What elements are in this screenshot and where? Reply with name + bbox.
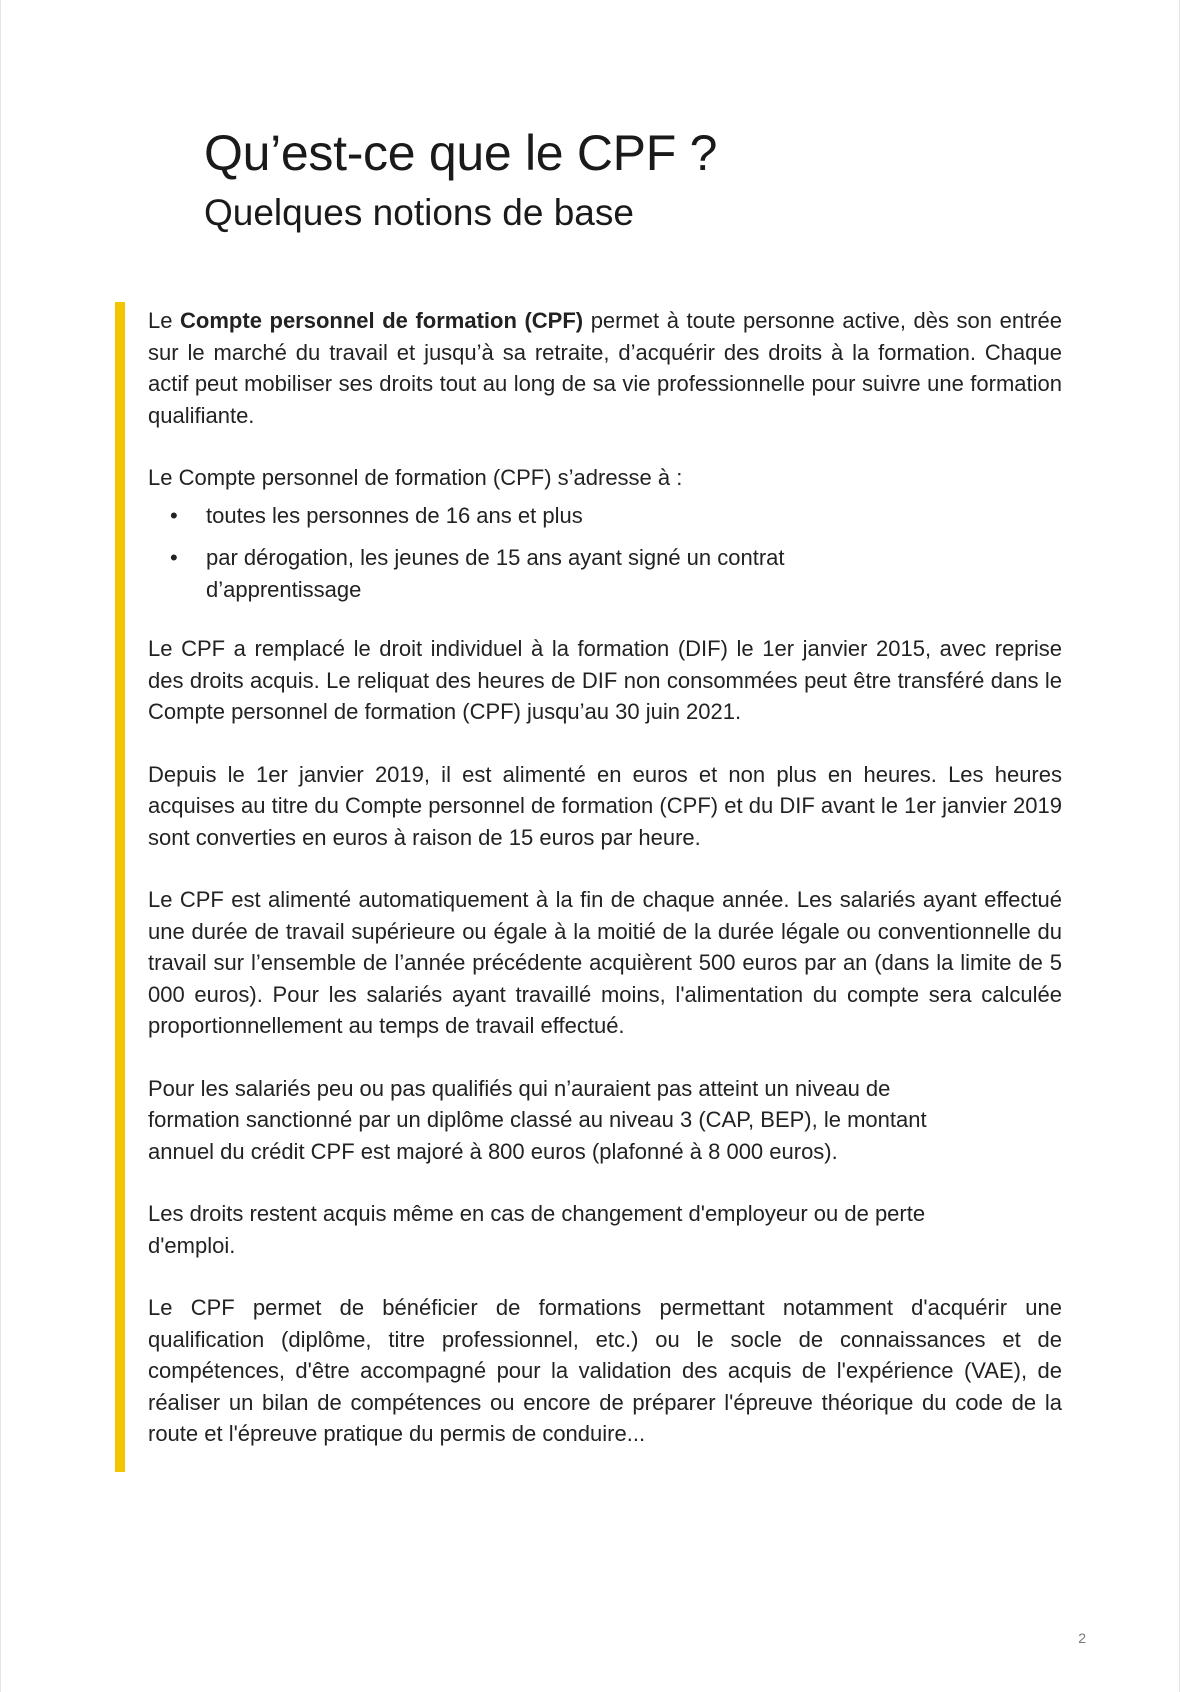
paragraph-droits-acquis: Les droits restent acquis même en cas de changement d'employeur ou de perte d'emploi. (148, 1201, 926, 1258)
paragraph-formations: Le CPF permet de bénéficier de formations permettant notamment d'acquérir une qualification (diplôme, titre professionnel, etc.) ou le socle de connaissances et de compétences, d'être accompagné pour la validation des acquis de l'expérience (VAE), de réaliser un bilan de compétences ou encore de préparer l'épreuve théorique du code de la route et l'épreuve pratique du permis de conduire... (148, 1295, 1062, 1446)
page-title: Qu’est-ce que le CPF ? (204, 125, 718, 181)
intro-rest: permet à toute personne active, dès son entrée sur le marché du travail et jusqu’à sa retraite, d’acquérir des droits à la formation. Chaque actif peut mobiliser ses droits tout au long de sa vie professionnelle pour suivre une formation qualifiante. (148, 308, 1062, 428)
paragraph-dif: Le CPF a remplacé le droit individuel à la formation (DIF) le 1er janvier 2015, avec reprise des droits acquis. Le reliquat des heures de DIF non consommées peut être transféré dans le Compte personnel de formation (CPF) jusqu’au 30 juin 2021. (148, 636, 1062, 724)
list-item-text: par dérogation, les jeunes de 15 ans ayant signé un contrat d’apprentissage (206, 545, 785, 602)
paragraph-euros: Depuis le 1er janvier 2019, il est alimenté en euros et non plus en heures. Les heures acquises au titre du Compte personnel de formation (CPF) et du DIF avant le 1er janvier 2019 sont converties en euros à raison de 15 euros par heure. (148, 761, 1062, 850)
audience-list (148, 500, 1062, 606)
bullet-icon: • (170, 545, 178, 570)
audience-lead: Le Compte personnel de formation (CPF) s’adresse à : (148, 465, 683, 490)
paragraph-peu-qualifies: Pour les salariés peu ou pas qualifiés qui n’auraient pas atteint un niveau de formation sanctionné par un diplôme classé au niveau 3 (CAP, BEP), le montant annuel du crédit CPF est majoré à 800 euros (plafonné à 8 000 euros). (148, 1075, 927, 1164)
intro-bold-term: Compte personnel de formation (CPF) (180, 308, 584, 333)
bullet-icon: • (170, 502, 178, 528)
accent-bar (115, 302, 125, 1472)
intro-paragraph (148, 305, 1062, 431)
page-subtitle: Quelques notions de base (204, 192, 634, 233)
page-number: 2 (1078, 1630, 1086, 1646)
list-item (148, 542, 1062, 605)
body-content (148, 305, 1062, 1481)
list-item-text: toutes les personnes de 16 ans et plus (206, 502, 583, 528)
list-item (148, 500, 1062, 532)
page-edge-left (0, 0, 1, 1692)
intro-prefix: Le (148, 308, 181, 333)
paragraph-alimentation: Le CPF est alimenté automatiquement à la fin de chaque année. Les salariés ayant effectué une durée de travail supérieure ou égale à la moitié de la durée légale ou conventionnelle du travail sur l’ensemble de l’année précédente acquièrent 500 euros par an (dans la limite de 5 000 euros). Pour les salariés ayant travaillé moins, l'alimentation du compte sera calculée proportionnellement au temps de travail effectué. (148, 887, 1062, 1038)
